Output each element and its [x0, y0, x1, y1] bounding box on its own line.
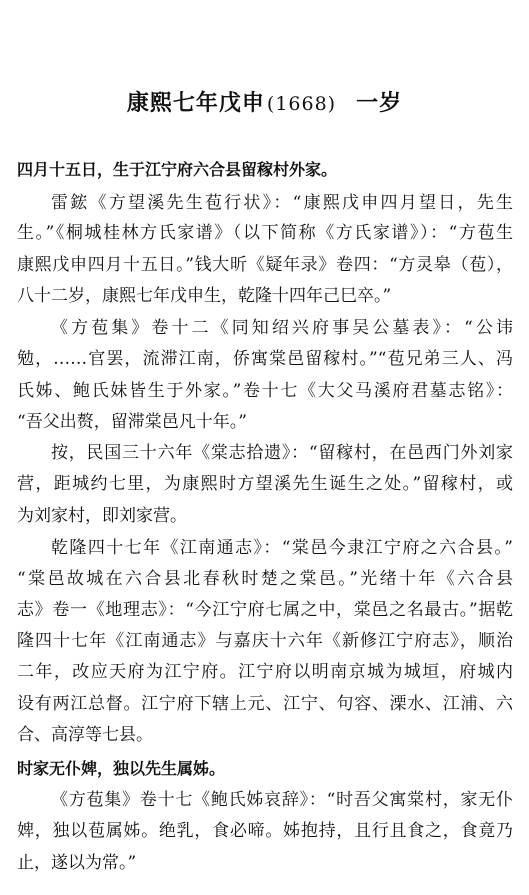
entry-heading: 四月十五日，生于江宁府六合县留稼村外家。 [17, 160, 338, 179]
text-line: 氏姊、鲍氏妹皆生于外家。”卷十七《大父马溪府君墓志铭》： [17, 381, 513, 401]
title-main: 康熙七年戊申 [126, 91, 265, 116]
title-age: 一岁 [356, 91, 403, 116]
text-line: 《方苞集》卷十二《同知绍兴府事吴公墓表》：“公讳 [51, 318, 513, 338]
text-line: 勉，……官罢，流滞江南，侨寓棠邑留稼村。”“苞兄弟三人、冯 [17, 349, 513, 369]
text-line: 《方苞集》卷十七《鲍氏姊哀辞》：“时吾父寓棠村，家无仆 [51, 790, 513, 810]
chapter-title [0, 86, 529, 117]
text-line: 乾隆四十七年《江南通志》：“棠邑今隶江宁府之六合县。” [51, 538, 513, 558]
text-line: 为刘家村，即刘家营。 [17, 506, 187, 526]
text-line: 婢，独以苞属姊。绝乳，食必啼。姊抱持，且行且食之，食竟乃 [17, 821, 513, 841]
text-line: 设有两江总督。江宁府下辖上元、江宁、句容、溧水、江浦、六 [17, 694, 513, 714]
text-line: 营，距城约七里，为康熙时方望溪先生诞生之处。”留稼村，或 [17, 474, 513, 494]
text-line: “吾父出赘，留滞棠邑凡十年。” [17, 412, 247, 432]
text-line: 康熙戊申四月十五日。”钱大昕《疑年录》卷四：“方灵皋（苞）， [17, 255, 513, 275]
text-line: 止，遂以为常。” [17, 853, 137, 873]
text-line: 雷鋐《方望溪先生苞行状》：“康熙戊申四月望日，先生 [51, 193, 513, 213]
text-line: 按，民国三十六年《棠志拾遗》：“留稼村，在邑西门外刘家 [51, 443, 513, 463]
text-line: 二年，改应天府为江宁府。江宁府以明南京城为城垣，府城内 [17, 662, 513, 682]
text-line: 生。”《桐城桂林方氏家谱》（以下简称《方氏家谱》）：“方苞生 [17, 223, 513, 243]
entry-heading: 时家无仆婢，独以先生属姊。 [17, 759, 226, 778]
text-line: 合、高淳等七县。 [17, 725, 153, 745]
text-line: 八十二岁，康熙七年戊申生，乾隆十四年己巳卒。” [17, 286, 392, 306]
text-line: 志》卷一《地理志》：“今江宁府七属之中，棠邑之名最古。”据乾 [17, 600, 513, 620]
text-line: 隆四十七年《江南通志》与嘉庆十六年《新修江宁府志》，顺治 [17, 631, 513, 651]
title-year: (1668) [266, 93, 337, 115]
text-line: “棠邑故城在六合县北春秋时楚之棠邑。”光绪十年《六合县 [17, 569, 513, 589]
